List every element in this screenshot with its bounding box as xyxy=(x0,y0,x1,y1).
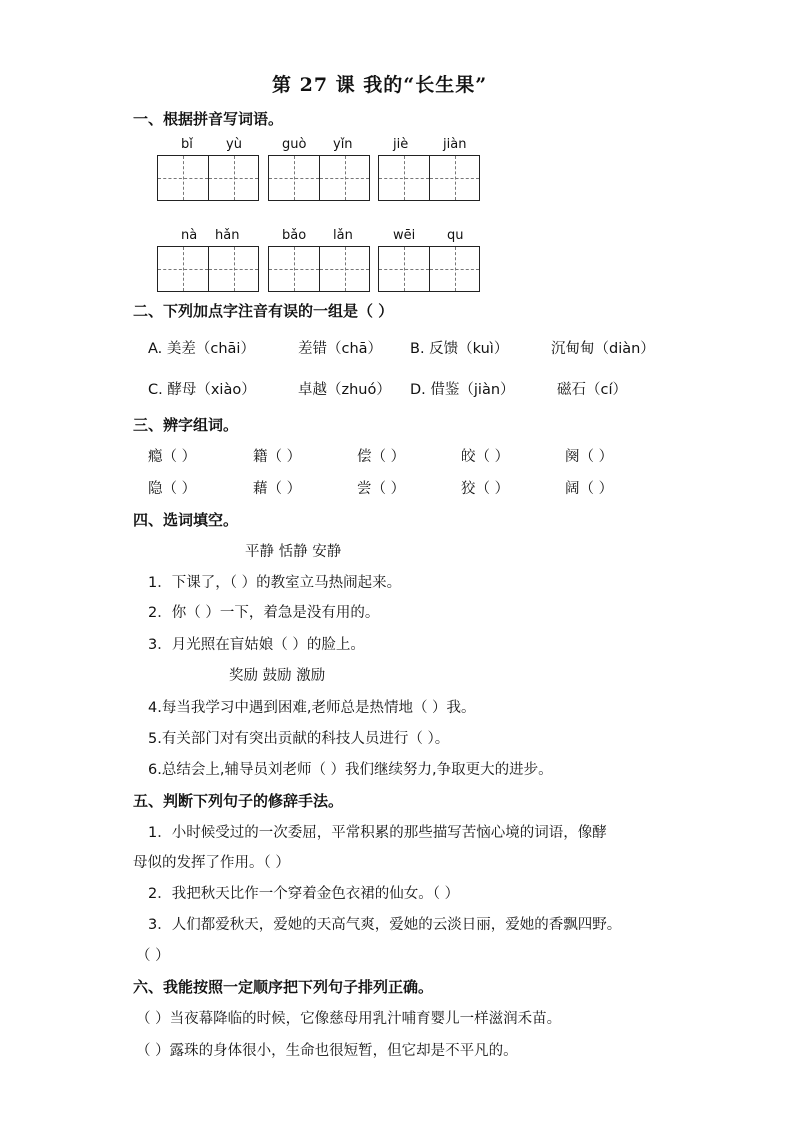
pinyin: yù xyxy=(226,137,242,152)
question: 4.每当我学习中遇到困难,老师总是热情地（ ）我。 xyxy=(148,700,476,716)
pinyin: hǎn xyxy=(215,228,240,243)
pinyin: lǎn xyxy=(333,228,353,243)
word-item: 隐（ ） xyxy=(148,481,197,497)
pinyin: jiàn xyxy=(443,137,467,152)
word-item: 尝（ ） xyxy=(357,481,406,497)
option-a: A. 美差（chāi） xyxy=(148,341,255,357)
question: 3．月光照在盲姑娘（ ）的脸上。 xyxy=(148,637,365,653)
word-item: 偿（ ） xyxy=(357,449,406,465)
question: 2．你（ ）一下，着急是没有用的。 xyxy=(148,605,380,621)
word-item: 狡（ ） xyxy=(461,481,510,497)
answer-grid[interactable] xyxy=(157,246,259,292)
word-item: 瘾（ ） xyxy=(148,449,197,465)
answer-grid[interactable] xyxy=(378,155,480,201)
pinyin: bǐ xyxy=(181,137,193,152)
section-4-heading: 四、选词填空。 xyxy=(133,511,239,529)
section-1-heading: 一、根据拼音写词语。 xyxy=(133,110,284,128)
word-item: 藉（ ） xyxy=(253,481,302,497)
section-5-heading: 五、判断下列句子的修辞手法。 xyxy=(133,792,344,810)
word-item: 籍（ ） xyxy=(253,449,302,465)
answer-grid[interactable] xyxy=(378,246,480,292)
question-continued: 母似的发挥了作用。（ ） xyxy=(133,855,290,871)
pinyin: yǐn xyxy=(333,137,353,152)
word-item: 皎（ ） xyxy=(461,449,510,465)
pinyin: jiè xyxy=(393,137,409,152)
section-2-heading: 二、下列加点字注音有误的一组是（ ） xyxy=(133,302,394,320)
question: 2．我把秋天比作一个穿着金色衣裙的仙女。（ ） xyxy=(148,886,460,902)
question: 6.总结会上,辅导员刘老师（ ）我们继续努力,争取更大的进步。 xyxy=(148,762,553,778)
question: 5.有关部门对有突出贡献的科技人员进行（ ）。 xyxy=(148,731,450,747)
option-b: B. 反馈（kuì） xyxy=(410,341,509,357)
answer-grid[interactable] xyxy=(157,155,259,201)
option-c: C. 酵母（xiào） xyxy=(148,382,256,398)
answer-grid[interactable] xyxy=(268,155,370,201)
sentence-item: （ ）当夜幕降临的时候，它像慈母用乳汁哺育婴儿一样滋润禾苗。 xyxy=(136,1011,562,1027)
sentence-item: （ ）露珠的身体很小，生命也很短暂，但它却是不平凡的。 xyxy=(136,1043,518,1059)
section-3-heading: 三、辨字组词。 xyxy=(133,416,239,434)
word-item: 阕（ ） xyxy=(565,449,614,465)
pinyin: guò xyxy=(282,137,307,152)
pinyin: wēi xyxy=(393,228,416,243)
option-d-2: 磁石（cí） xyxy=(557,382,628,398)
question: 1．下课了，（ ）的教室立马热闹起来。 xyxy=(148,575,402,591)
word-bank: 平静 恬静 安静 xyxy=(245,544,342,560)
option-d: D. 借鉴（jiàn） xyxy=(410,382,515,398)
answer-grid[interactable] xyxy=(268,246,370,292)
option-b-2: 沉甸甸（diàn） xyxy=(551,341,655,357)
pinyin: nà xyxy=(181,228,198,243)
page-title: 第 27 课 我的“长生果” xyxy=(272,74,488,96)
option-c-2: 卓越（zhuó） xyxy=(298,382,391,398)
pinyin: bǎo xyxy=(282,228,307,243)
question-continued: （ ） xyxy=(136,948,170,964)
word-item: 阔（ ） xyxy=(565,481,614,497)
question: 1．小时候受过的一次委屈，平常积累的那些描写苦恼心境的词语，像酵 xyxy=(148,825,607,841)
section-6-heading: 六、我能按照一定顺序把下列句子排列正确。 xyxy=(133,978,434,996)
pinyin: qu xyxy=(447,228,464,243)
word-bank: 奖励 鼓励 激励 xyxy=(229,668,326,684)
question: 3．人们都爱秋天，爱她的天高气爽，爱她的云淡日丽，爱她的香飘四野。 xyxy=(148,917,622,933)
option-a-2: 差错（chā） xyxy=(298,341,383,357)
